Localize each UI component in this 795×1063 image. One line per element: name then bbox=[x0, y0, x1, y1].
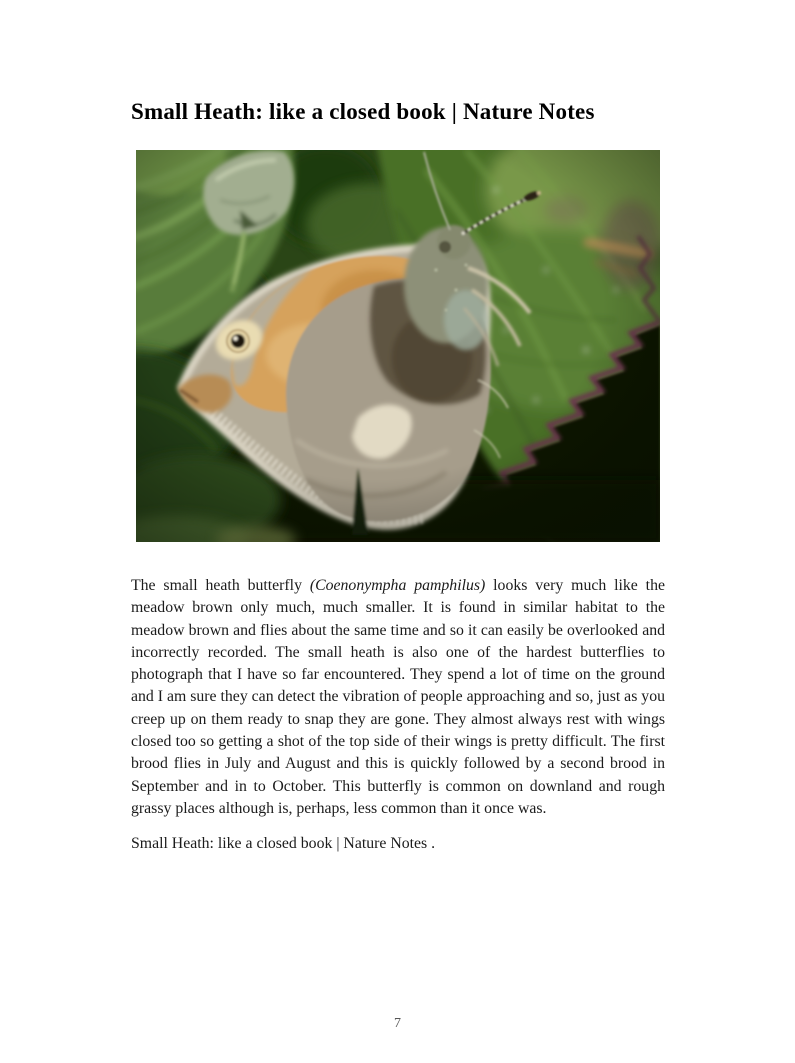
species-name-italic: (Coenonympha pamphilus) bbox=[309, 577, 486, 594]
page-title: Small Heath: like a closed book | Nature Notes bbox=[131, 99, 595, 124]
paragraph-rest: looks very much like the meadow brown only much, much smaller. It is found in similar habitat to the meadow brown and flies about the same time and so it can easily be overlooked and incorrectly recorded. The small heath is also one of the hardest butterflies to photograph that I have so far encountered. They spend a lot of time on the ground and I am sure they can detect the vibration of people approaching and so, just as you creep up on them ready to snap they are gone. They almost always rest with wings closed too so getting a shot of the top side of their wings is pretty difficult. The first brood flies in July and August and this is quickly followed by a second brood in September and in to October. This butterfly is common on downland and rough grassy places although is, perhaps, less common than it once was. bbox=[131, 577, 665, 817]
page-number: 7 bbox=[394, 1016, 401, 1031]
source-line: Small Heath: like a closed book | Nature Notes . bbox=[131, 835, 436, 853]
paragraph-lead: The small heath butterfly bbox=[131, 577, 310, 594]
page-content bbox=[131, 0, 665, 856]
article-paragraph bbox=[131, 575, 665, 820]
butterfly-photo bbox=[136, 150, 660, 542]
butterfly-photo-illustration bbox=[136, 150, 660, 542]
